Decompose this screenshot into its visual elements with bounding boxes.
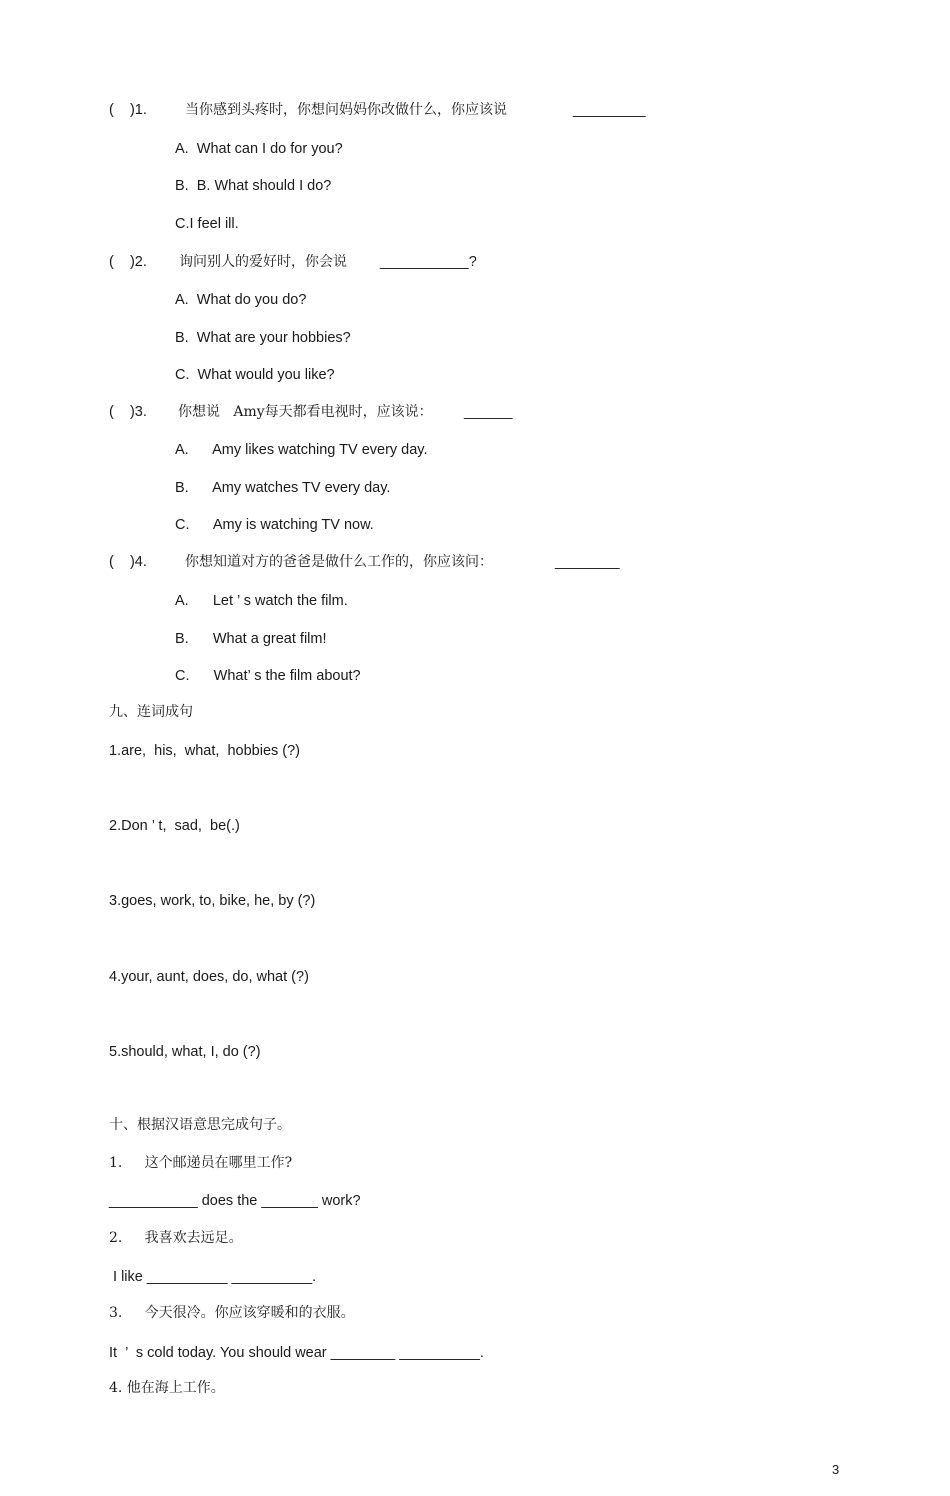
section-10-item-3-chinese: 3. 今天很冷。你应该穿暖和的衣服。	[109, 1305, 355, 1321]
question-4-number: ( )4.	[109, 554, 147, 570]
section-9-item-4: 4.your, aunt, does, do, what (?)	[109, 969, 309, 985]
question-3-option-b: B. Amy watches TV every day.	[175, 480, 391, 496]
question-3-option-a: A. Amy likes watching TV every day.	[175, 442, 428, 458]
section-9-title: 九、连词成句	[109, 704, 193, 720]
question-3-prompt: 你想说 Amy每天都看电视时，应该说：	[178, 404, 433, 420]
question-4-option-c: C. What’ s the film about?	[175, 668, 361, 684]
question-4-prompt: 你想知道对方的爸爸是做什么工作的，你应该问：	[185, 554, 493, 570]
question-2-option-c: C. What would you like?	[175, 367, 335, 383]
section-9-item-2: 2.Don ’ t, sad, be(.)	[109, 818, 240, 834]
question-2-option-b: B. What are your hobbies?	[175, 330, 351, 346]
question-4-option-b: B. What a great film!	[175, 631, 327, 647]
question-1-number: ( )1.	[109, 102, 147, 118]
section-9-item-1: 1.are, his, what, hobbies (?)	[109, 743, 301, 759]
section-10-item-3-english: It ’ s cold today. You should wear ________ __________.	[109, 1345, 484, 1361]
question-1-option-a: A. What can I do for you?	[175, 141, 343, 157]
section-10-item-1-chinese: 1. 这个邮递员在哪里工作?	[109, 1155, 293, 1171]
question-1-option-b: B. B. What should I do?	[175, 178, 332, 194]
question-1-option-c: C.I feel ill.	[175, 216, 239, 232]
question-1-prompt: 当你感到头疼时，你想问妈妈你改做什么，你应该说	[185, 102, 507, 118]
section-9-item-5: 5.should, what, I, do (?)	[109, 1044, 261, 1060]
page-number: 3	[832, 1462, 840, 1477]
question-4-option-a: A. Let ’ s watch the film.	[175, 593, 348, 609]
section-10-title: 十、根据汉语意思完成句子。	[109, 1117, 291, 1133]
question-3-number: ( )3.	[109, 404, 147, 420]
question-4-blank: ________	[555, 554, 620, 570]
question-2-prompt: 询问别人的爱好时，你会说	[179, 254, 347, 270]
section-10-item-4-chinese: 4. 他在海上工作。	[109, 1380, 225, 1396]
question-3-blank: ______	[464, 404, 513, 420]
question-2-option-a: A. What do you do?	[175, 292, 307, 308]
question-2-blank: ___________?	[380, 254, 477, 270]
question-2-number: ( )2.	[109, 254, 147, 270]
section-9-item-3: 3.goes, work, to, bike, he, by (?)	[109, 893, 316, 909]
question-1-blank: _________	[573, 102, 646, 118]
section-10-item-1-english: ___________ does the _______ work?	[109, 1193, 361, 1209]
section-10-item-2-chinese: 2. 我喜欢去远足。	[109, 1230, 243, 1246]
question-3-option-c: C. Amy is watching TV now.	[175, 517, 374, 533]
section-10-item-2-english: I like __________ __________.	[109, 1269, 317, 1285]
